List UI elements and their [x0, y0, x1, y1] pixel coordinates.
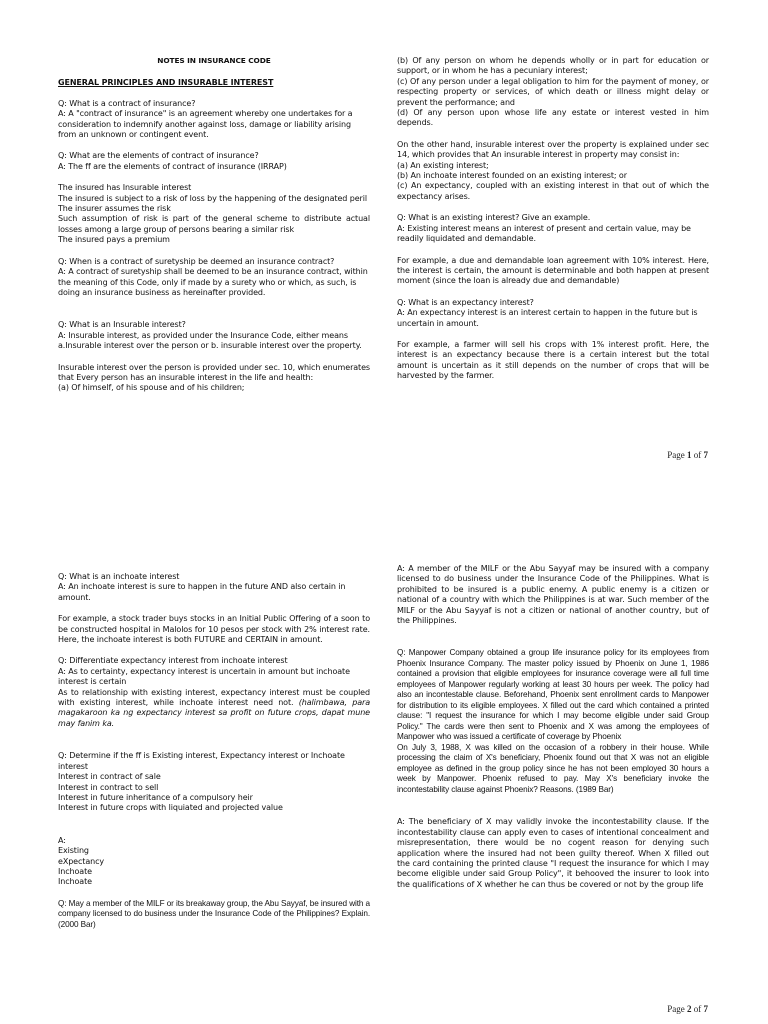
answer: A: An expectancy interest is an interest certain to happen in the future but is uncertain in amount. [397, 308, 698, 328]
page-gap [0, 476, 768, 548]
list-item: Existing [58, 846, 89, 856]
question: Q: What is an existing interest? Give an example. [397, 213, 591, 223]
list-item: (b) An inchoate interest founded on an existing interest; or [397, 171, 627, 181]
page1-left-column [58, 56, 370, 405]
example-paragraph: For example, a stock trader buys stocks in an Initial Public Offering of a soon to be constructed hospital in Malolos for 10 pesos per stock with 2% interest rate. Here, the inchoate interest is both FUTURE and CERTAIN in amount. [58, 614, 370, 645]
document-page-2 [0, 548, 768, 1024]
list-item: Interest in future inheritance of a compulsory heir [58, 792, 253, 802]
document-title: NOTES IN INSURANCE CODE [157, 56, 271, 65]
paragraph-line: As to relationship with existing interest, expectancy interest must be coupled with existing interest, while inchoate interest need not. (halimbawa, para magakaroon ka ng expectancy interest sa profit on future crops, dapat mune may fanim ka. [58, 687, 370, 728]
list-item: The insurer assumes the risk [58, 204, 171, 214]
section-heading: GENERAL PRINCIPLES AND INSURABLE INTEREST [58, 78, 274, 88]
page-number: Page 2 of 7 [667, 1004, 708, 1014]
bar-answer: A: A member of the MILF or the Abu Sayyaf may be insured with a company licensed to do business under the Insurance Code of the Philippines. What is prohibited to be insured is a public enemy. A public enemy is a citizen or national of a country with which the Philippines is at war. Such member of the MILF or the Abu Sayyaf is not a citizen or national of another country, but of the Philippines. [397, 564, 709, 626]
answer: A: A "contract of insurance" is an agreement whereby one undertakes for a consideration to indemnify another against loss, damage or liability arising from an unknown or contingent event. [58, 109, 353, 140]
question: Q: When is a contract of suretyship be deemed an insurance contract? [58, 256, 335, 266]
list-item: The insured is subject to a risk of loss by the happening of the designated peril [58, 193, 367, 203]
page2-left-column [58, 572, 370, 941]
qa-block [58, 572, 370, 603]
qa-block [58, 751, 370, 813]
question: Q: Determine if the ff is Existing interest, Expectancy interest or Inchoate interest [58, 751, 345, 771]
question: Q: Differentiate expectancy interest from inchoate interest [58, 656, 288, 666]
list-item: The insured pays a premium [58, 235, 170, 245]
page2-right-column [397, 564, 709, 901]
question: Q: What is an expectancy interest? [397, 297, 534, 307]
qa-block [58, 320, 370, 351]
paragraph-line: On the other hand, insurable interest over the property is explained under sec 14, which provides that An insurable interest in property may consist in: [397, 139, 709, 160]
paragraph-line: Insurable interest over the person is provided under sec. 10, which enumerates that Every person has an insurable interest in the life and health: [58, 362, 370, 382]
list-item: Inchoate [58, 866, 92, 876]
answer: A: Insurable interest, as provided under the Insurance Code, either means a.Insurable interest over the person or b. insurable interest over the property. [58, 330, 362, 351]
list-item: Interest in contract to sell [58, 782, 159, 792]
bar-question: Q: May a member of the MILF or its breakaway group, the Abu Sayyaf, be insured with a company licensed to do business under the Insurance Code of the Philippines? Explain. (2000 Bar) [58, 898, 370, 929]
question: Q: What is a contract of insurance? [58, 98, 196, 108]
italic-note: (halimbawa, para magakaroon ka ng expectancy interest sa profit on future crops, dapat mune may fanim ka. [58, 698, 370, 728]
answer: A: Existing interest means an interest of present and certain value, may be readily liquidated and demandable. [397, 223, 691, 244]
answer-list [58, 836, 370, 888]
list-item: Interest in contract of sale [58, 772, 161, 782]
page1-right-column [397, 56, 709, 393]
answer: A: The ff are the elements of contract of insurance (IRRAP) [58, 161, 287, 171]
bar-question [397, 648, 709, 795]
qa-block [58, 656, 370, 729]
answer: A: As to certainty, expectancy interest is uncertain in amount but inchoate interest is certain [58, 666, 350, 687]
list-item: Interest in future crops with liquiated and projected value [58, 803, 283, 813]
list-item: eXpectancy [58, 856, 105, 866]
bar-answer: A: The beneficiary of X may validly invoke the incontestability clause. If the incontestability clause can apply even to cases of intentional concealment and misrepresentation, there would be no cogent reason for denying such application where the insured had not been guilty thereof. When X filled out the card containing the printed clause "I request the insurance for which I may become eligible under said Group Policy", it behooved the insurer to look into the qualifications of X whether he can thus be covered or not by the group life [397, 817, 709, 889]
qa-block [397, 213, 709, 244]
question: Q: What are the elements of contract of insurance? [58, 151, 259, 161]
answer: A: A contract of suretyship shall be deemed to be an insurance contract, within the meaning of this Code, only if made by a surety who or which, as such, is doing an insurance business as hereinafter provided. [58, 267, 368, 297]
list-item: Such assumption of risk is part of the general scheme to distribute actual losses among a large group of persons bearing a similar risk [58, 214, 370, 234]
list-item: (c) Of any person under a legal obligation to him for the payment of money, or respecting property or services, of which death or illness might delay or prevent the performance; and [397, 76, 709, 107]
paragraph-line: Q: Manpower Company obtained a group life insurance policy for its employees from Phoenix Insurance Company. The master policy issued by Phoenix on June 1, 1986 contained a provision that eligible employees for insurance coverage were all full time employees of Manpower regularly working at least 30 hours per week. The policy had also an incontestable clause. Beforehand, Phoenix sent enrollment cards to Manpower for distribution to its eligible employees. X filled out the card which contained a printed clause: "I request the insurance for which I may become eligible under said Group Policy." The cards were then sent to Phoenix and X was among the employees of Manpower who was issued a certificate of coverage by Phoenix [397, 648, 709, 742]
example-paragraph: For example, a farmer will sell his crops with 1% interest profit. Here, the interest is an expectancy because there is a certain interest but the total amount is uncertain as it still depends on the number of crops that will be harvested by the farmer. [397, 339, 709, 381]
list-item: (c) An expectancy, coupled with an existing interest in that out of which the expectancy arises. [397, 181, 709, 201]
page-number: Page 1 of 7 [667, 450, 708, 460]
paragraph-line: On July 3, 1988, X was killed on the occasion of a robbery in their house. While processing the claim of X's beneficiary, Phoenix found out that X was not an eligible employee as defined in the group policy since he has not been employed 30 hours a week by Manpower. Phoenix refused to pay. May X's beneficiary invoke the incontestability clause against Phoenix? Reasons. (1989 Bar) [397, 742, 709, 794]
qa-block [58, 257, 370, 299]
question: Q: What is an Insurable interest? [58, 320, 186, 330]
list-item: (a) An existing interest; [397, 160, 489, 170]
list-item: (b) Of any person on whom he depends wholly or in part for education or support, or in whom he has a pecuniary interest; [397, 56, 709, 76]
paragraph [397, 140, 709, 202]
document-page-1 [0, 0, 768, 476]
elements-list [58, 183, 370, 245]
list-item: (a) Of himself, of his spouse and of his children; [58, 383, 245, 393]
list-item: (d) Of any person upon whose life any estate or interest vested in him depends. [397, 108, 709, 128]
list-item: A: [58, 835, 66, 845]
answer: A: An inchoate interest is sure to happen in the future AND also certain in amount. [58, 582, 346, 602]
question: Q: What is an inchoate interest [58, 572, 180, 581]
list-item: Inchoate [58, 877, 92, 887]
qa-block [58, 99, 370, 141]
paragraph [58, 363, 370, 394]
list-continued [397, 56, 709, 129]
list-item: The insured has Insurable interest [58, 183, 192, 193]
example-paragraph: For example, a due and demandable loan agreement with 10% interest. Here, the interest is certain, the amount is determinable and both happen at present moment (since the loan is already due and demandable) [397, 255, 709, 286]
qa-block [58, 151, 370, 172]
qa-block [397, 298, 709, 329]
